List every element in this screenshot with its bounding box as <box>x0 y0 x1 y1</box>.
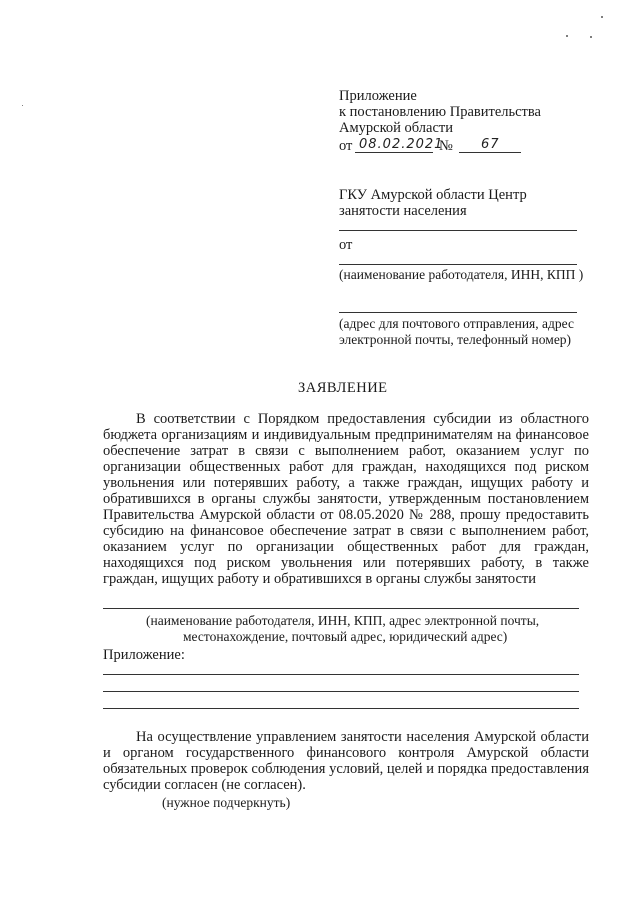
employer-caption: (наименование работодателя, ИНН, КПП ) <box>339 267 584 282</box>
statement-paragraph <box>103 411 589 587</box>
employer-underline <box>339 264 577 265</box>
scan-speck <box>601 16 603 18</box>
from-label: от <box>339 237 353 253</box>
number-handwritten: 67 <box>481 137 500 152</box>
statement-line: обеспечение затрат в связи с выполнением работ, оказанием услуг по <box>103 443 589 459</box>
document-title: ЗАЯВЛЕНИЕ <box>298 380 388 396</box>
scan-speck <box>590 36 592 38</box>
appendix-region: Амурской области <box>339 120 453 136</box>
consent-line: На осуществление управлением занятости населения Амурской области <box>136 729 589 745</box>
statement-line: субсидию на финансовое обеспечение затрат в связи с выполнением работ, <box>103 523 589 539</box>
statement-line: находящихся под риском увольнения или потерявших работу, в также <box>103 555 589 571</box>
statement-line: увольнения или потерявших работу, а также граждан, ищущих работу и <box>103 475 589 491</box>
address-caption-line2: электронной почты, телефонный номер) <box>339 332 572 347</box>
statement-line: обратившихся в органы службы занятости, утвержденным постановлением <box>103 491 589 507</box>
scan-speck <box>566 35 568 37</box>
statement-line: бюджета организациям и индивидуальным предпринимателям на финансовое <box>103 427 589 443</box>
attachment-line <box>103 674 579 675</box>
applicant-underline <box>103 608 579 609</box>
address-underline <box>339 312 577 313</box>
attachment-label: Приложение: <box>103 647 185 663</box>
statement-line: граждан, ищущих работу и обратившихся в органы службы занятости <box>103 571 537 587</box>
underline-hint: (нужное подчеркнуть) <box>162 795 291 810</box>
attachment-line <box>103 691 579 692</box>
consent-line: и органом государственного финансового контроля Амурской области <box>103 745 589 761</box>
statement-line: организации общественных работ для граждан, находящихся под риском <box>103 459 589 475</box>
consent-line: обязательных проверок соблюдения условий, целей и порядка предоставления <box>103 761 589 777</box>
scan-speck <box>22 105 23 106</box>
address-caption-line1: (адрес для почтового отправления, адрес <box>339 316 574 331</box>
recipient-line1: ГКУ Амурской области Центр <box>339 187 527 203</box>
statement-line: оказанием услуг по организации общественных работ для граждан, <box>103 539 589 555</box>
statement-line: Правительства Амурской области от 08.05.2020 № 288, прошу предоставить <box>103 507 589 523</box>
applicant-caption-line1: (наименование работодателя, ИНН, КПП, адрес электронной почты, <box>146 613 540 628</box>
recipient-underline <box>339 230 577 231</box>
appendix-resolution: к постановлению Правительства <box>339 104 541 120</box>
consent-line: субсидии согласен (не согласен). <box>103 777 306 793</box>
attachment-line <box>103 708 579 709</box>
appendix-label: Приложение <box>339 88 417 104</box>
recipient-line2: занятости населения <box>339 203 467 219</box>
date-handwritten: 08.02.2021 <box>359 137 444 152</box>
date-underline <box>355 152 433 153</box>
consent-paragraph <box>103 729 589 793</box>
date-prefix: от <box>339 138 353 154</box>
applicant-caption-line2: местонахождение, почтовый адрес, юридический адрес) <box>183 629 508 644</box>
number-prefix: № <box>439 138 453 154</box>
number-underline <box>459 152 521 153</box>
statement-line: В соответствии с Порядком предоставления субсидии из областного <box>136 411 589 427</box>
